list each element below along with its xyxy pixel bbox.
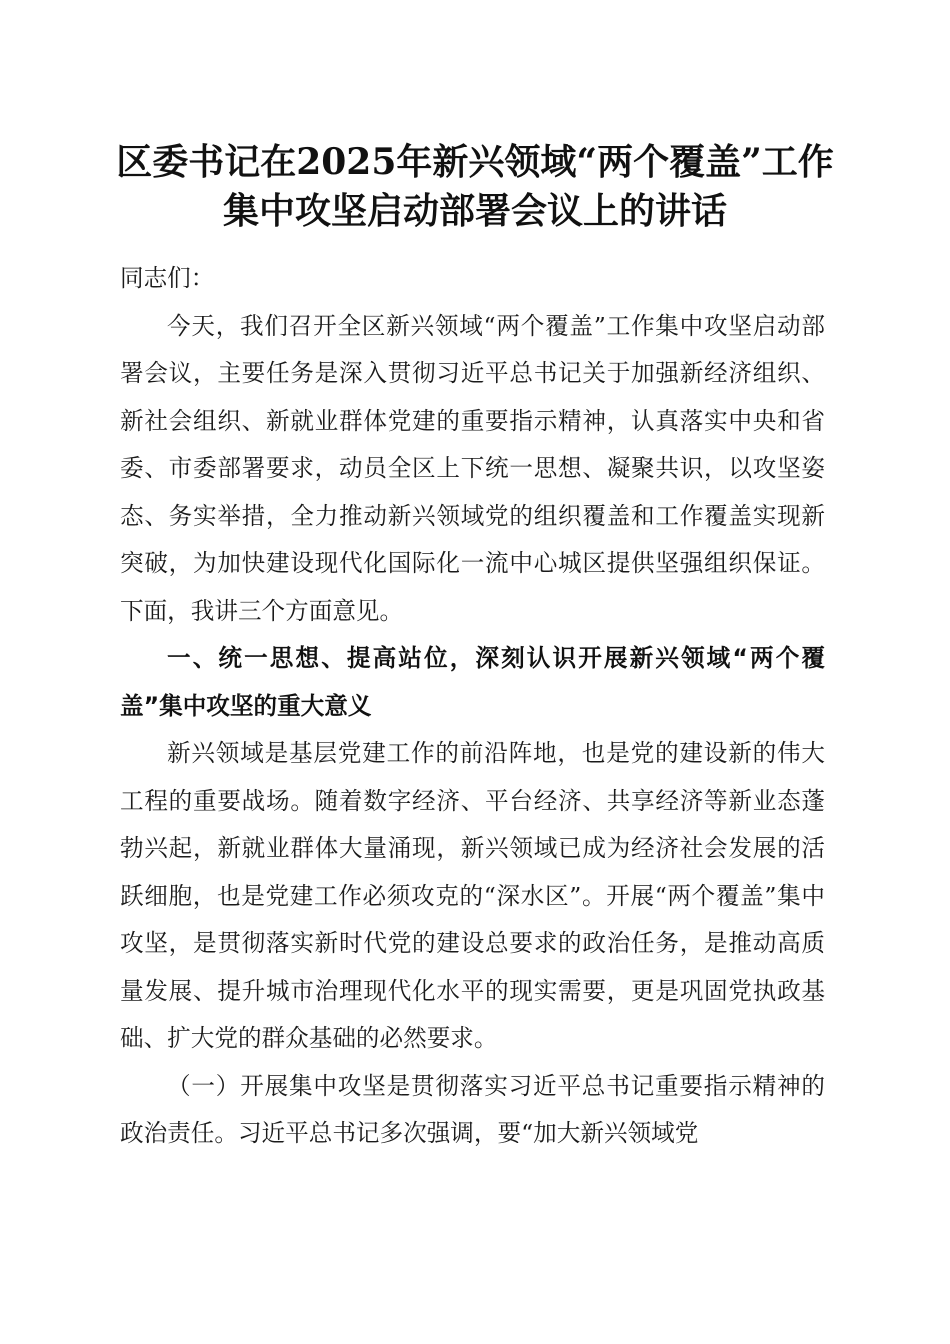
section-1-heading: 一、统一思想、提高站位，深刻认识开展新兴领域“两个覆盖”集中攻坚的重大意义 — [120, 644, 825, 720]
intro-paragraph: 今天，我们召开全区新兴领域“两个覆盖”工作集中攻坚启动部署会议，主要任务是深入贯彻习近平总书记关于加强新经济组织、新社会组织、新就业群体党建的重要指示精神，认真落实中央和省委、市委部署要求，动员全区上下统一思想、凝聚共识，以攻坚姿态、务实举措，全力推动新兴领域党的组织覆盖和工作覆盖实现新突破，为加快建设现代化国际化一流中心城区提供坚强组织保证。下面，我讲三个方面意见。 — [120, 311, 825, 625]
subsection-1-text: （一）开展集中攻坚是贯彻落实习近平总书记重要指示精神的政治责任。习近平总书记多次强调，要“加大新兴领域党 — [120, 1071, 825, 1147]
document-title: 区委书记在2025年新兴领域“两个覆盖”工作集中攻坚启动部署会议上的讲话 — [116, 141, 834, 232]
section-1-paragraph: 新兴领域是基层党建工作的前沿阵地，也是党的建设新的伟大工程的重要战场。随着数字经济、平台经济、共享经济等新业态蓬勃兴起，新就业群体大量涌现，新兴领域已成为经济社会发展的活跃细胞，也是党建工作必须攻克的“深水区”。开展“两个覆盖”集中攻坚，是贯彻落实新时代党的建设总要求的政治任务，是推动高质量发展、提升城市治理现代化水平的现实需要，更是巩固党执政基础、扩大党的群众基础的必然要求。 — [120, 739, 825, 1052]
salutation: 同志们： — [120, 264, 215, 292]
document-body — [120, 255, 825, 1158]
